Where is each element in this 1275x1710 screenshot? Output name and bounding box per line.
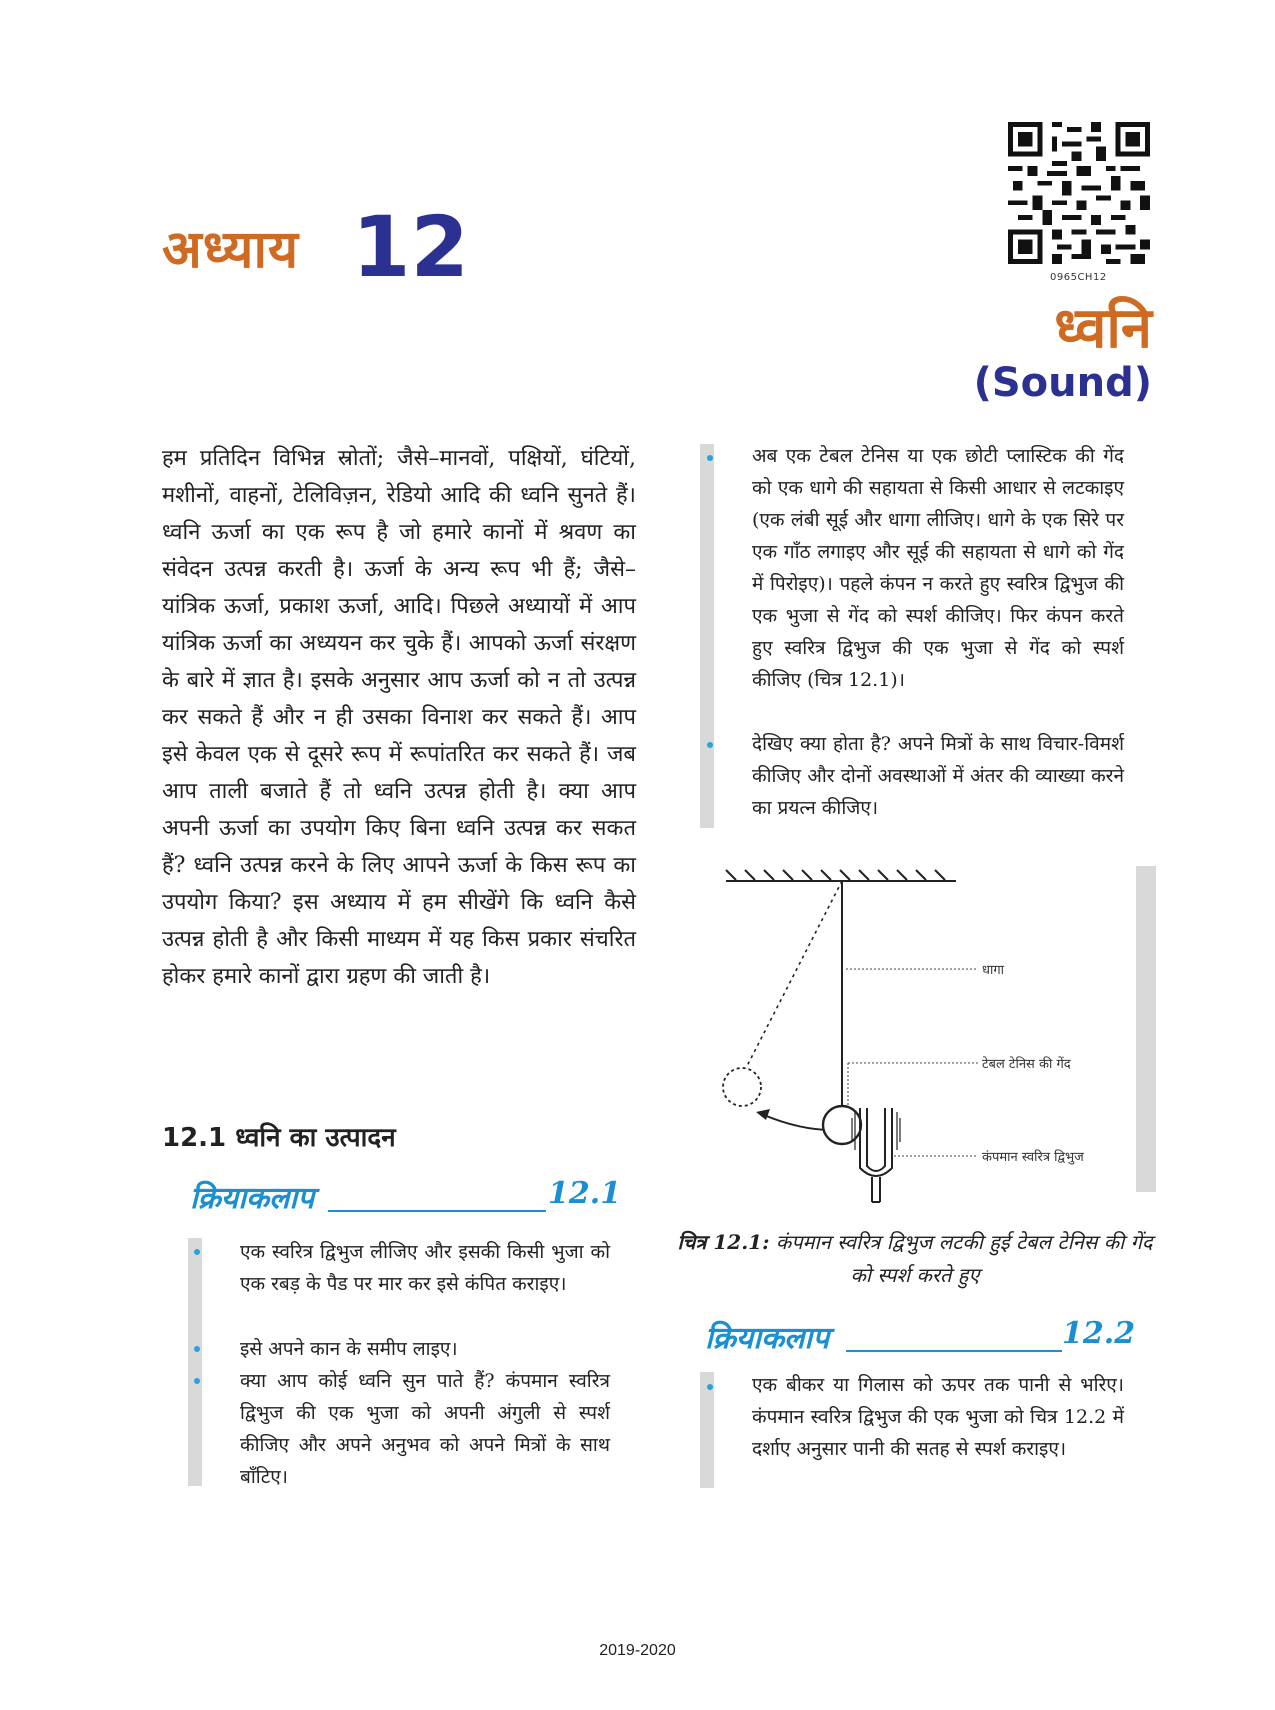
- figure-caption: [670, 1226, 1160, 1292]
- bullet-dot: [194, 1249, 200, 1255]
- activity-sidebar: [700, 1372, 714, 1488]
- activity-label: क्रियाकलाप: [705, 1321, 830, 1356]
- displaced-thread-line: [746, 881, 842, 1068]
- activity-sidebar: [188, 1238, 202, 1486]
- label-ball: टेबल टेनिस की गेंद: [982, 1057, 1071, 1072]
- activity-rule: [846, 1350, 1062, 1352]
- activity-1-step-3: क्या आप कोई ध्वनि सुन पाते हैं? कंपमान स्वरित्र द्विभुज की एक भुजा को अपनी अंगुली से स्पर्श कीजिए और अपने अनुभव को अपने मित्रों के साथ बाँटिए।: [240, 1370, 610, 1488]
- bullet-dot: [194, 1378, 200, 1384]
- pendulum-tuning-fork-diagram: [700, 850, 1160, 1210]
- tuning-fork: [852, 1108, 900, 1202]
- caption-label: चित्र 12.1:: [677, 1230, 770, 1254]
- label-tuning-fork: कंपमान स्वरित्र द्विभुज: [982, 1150, 1084, 1165]
- section-heading: 12.1 ध्वनि का उत्पादन: [162, 1123, 396, 1153]
- activity-number: 12.2: [1062, 1316, 1136, 1351]
- right-step-1: अब एक टेबल टेनिस या एक छोटी प्लास्टिक की गेंद को एक धागे की सहायता से किसी आधार से लटकाइए (एक लंबी सूई और धागा लीजिए। धागे के एक सिरे पर एक गाँठ लगाइए और सूई की सहायता से धागे को गेंद में पिरोइए)। पहले कंपन न करते हुए स्वरित्र द्विभुज की एक भुजा से गेंद को स्पर्श कीजिए। फिर कंपन करते हुए स्वरित्र द्विभुज की एक भुजा से गेंद को स्पर्श कीजिए (चित्र 12.1)।: [752, 445, 1124, 691]
- footer-year: 2019-2020: [599, 1642, 676, 1659]
- caption-text: कंपमान स्वरित्र द्विभुज लटकी हुई टेबल टेनिस की गेंद को स्पर्श करते हुए: [775, 1230, 1153, 1287]
- arrow-head-icon: [756, 1109, 770, 1120]
- ceiling-support: [726, 870, 956, 881]
- activity-label: क्रियाकलाप: [190, 1181, 315, 1216]
- chapter-title-english: (Sound): [973, 360, 1152, 406]
- bullet-dot: [707, 1384, 713, 1390]
- swing-arrow: [764, 1115, 832, 1130]
- bullet-dot: [707, 455, 713, 461]
- chapter-title-hindi: ध्वनि: [1054, 296, 1152, 361]
- activity-2-step-1: एक बीकर या गिलास को ऊपर तक पानी से भरिए। कंपमान स्वरित्र द्विभुज की एक भुजा को चित्र 12.2 में दर्शाए अनुसार पानी की सतह से स्पर्श कराइए।: [752, 1374, 1124, 1460]
- chapter-number: 12: [352, 198, 469, 296]
- activity-1-step-2: इसे अपने कान के समीप लाइए।: [240, 1338, 458, 1360]
- displaced-ball: [723, 1068, 761, 1106]
- activity-1-step-1: एक स्वरित्र द्विभुज लीजिए और इसकी किसी भुजा को एक रबड़ के पैड पर मार कर इसे कंपित कराइए।: [240, 1241, 610, 1295]
- qr-code-label: 0965CH12: [1050, 272, 1107, 283]
- right-step-2: देखिए क्या होता है? अपने मित्रों के साथ विचार-विमर्श कीजिए और दोनों अवस्थाओं में अंतर की व्याख्या करने का प्रयत्न कीजिए।: [752, 733, 1124, 819]
- figure-sidebar: [1136, 866, 1156, 1192]
- intro-paragraph: हम प्रतिदिन विभिन्न स्रोतों; जैसे–मानवों, पक्षियों, घंटियों, मशीनों, वाहनों, टेलिविज़न, रेडियो आदि की ध्वनि सुनते हैं। ध्वनि ऊर्जा का एक रूप है जो हमारे कानों में श्रवण का संवेदन उत्पन्न करती है। ऊर्जा के अन्य रूप भी हैं; जैसे–यांत्रिक ऊर्जा, प्रकाश ऊर्जा, आदि। पिछले अध्यायों में आप यांत्रिक ऊर्जा का अध्ययन कर चुके हैं। आपको ऊर्जा संरक्षण के बारे में ज्ञात है। इसके अनुसार आप ऊर्जा को न तो उत्पन्न कर सकते हैं और न ही उसका विनाश कर सकते हैं। आप इसे केवल एक से दूसरे रूप में रूपांतरित कर सकते हैं। जब आप ताली बजाते हैं तो ध्वनि उत्पन्न होती है। क्या आप अपनी ऊर्जा का उपयोग किए बिना ध्वनि उत्पन्न कर सकत हैं? ध्वनि उत्पन्न करने के लिए आपने ऊर्जा के किस रूप का उपयोग किया? इस अध्याय में हम सीखेंगे कि ध्वनि कैसे उत्पन्न होती है और किसी माध्यम में यह किस प्रकार संचरित होकर हमारे कानों द्वारा ग्रहण की जाती है।: [162, 446, 636, 989]
- bullet-dot: [194, 1346, 200, 1352]
- activity-sidebar: [700, 444, 714, 828]
- activity-rule: [328, 1210, 546, 1212]
- chapter-label: अध्याय: [162, 220, 300, 280]
- activity-number: 12.1: [548, 1176, 622, 1211]
- bullet-dot: [707, 742, 713, 748]
- qr-code-icon: [1008, 122, 1150, 264]
- label-thread: धागा: [982, 963, 1005, 978]
